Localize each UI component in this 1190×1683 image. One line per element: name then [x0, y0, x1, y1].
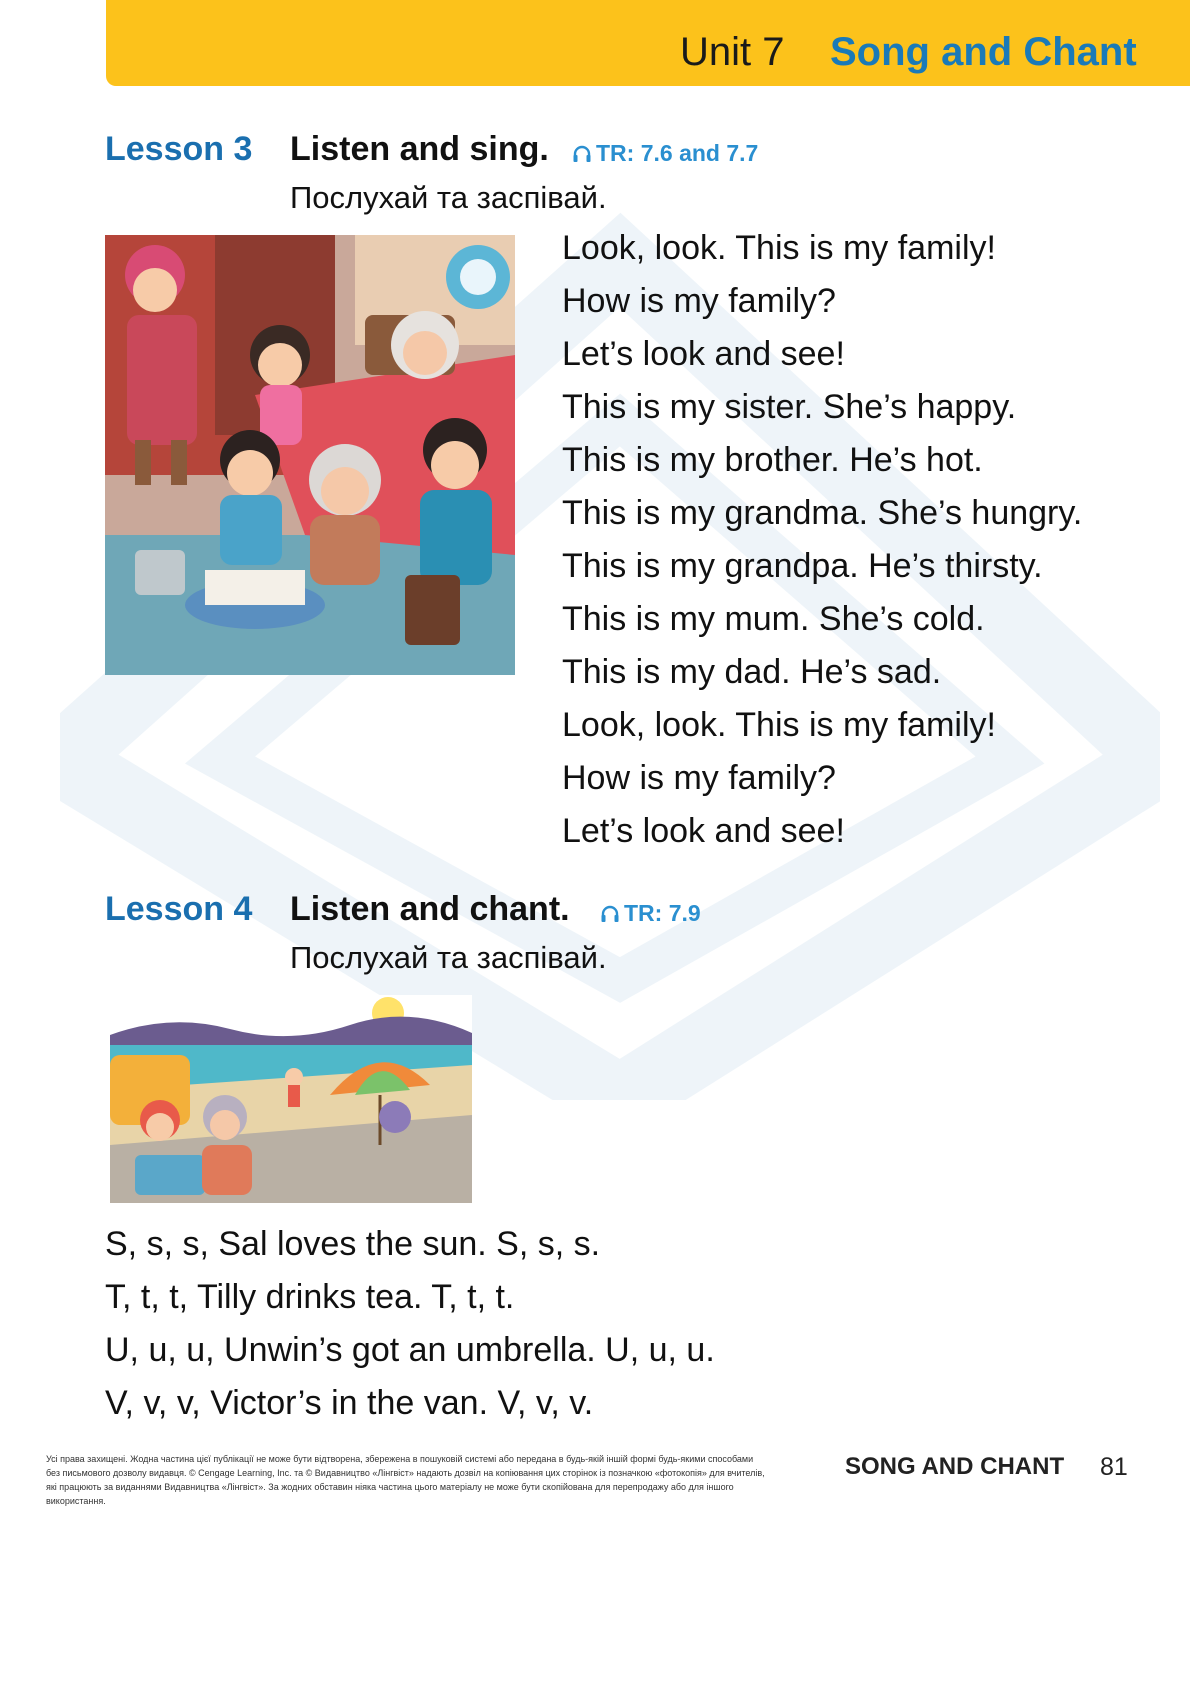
lyric-line: Look, look. This is my family!: [562, 229, 996, 267]
headphones-icon: [572, 144, 592, 164]
beach-illustration: [110, 995, 472, 1203]
lesson-3-instruction: Listen and sing.: [290, 130, 549, 168]
chant-line: U, u, u, Unwin’s got an umbrella. U, u, u.: [105, 1331, 715, 1369]
lesson-4-translation: Послухай та заспівай.: [290, 940, 607, 975]
family-illustration: [105, 235, 515, 675]
lesson-3-translation: Послухай та заспівай.: [290, 180, 607, 215]
lyric-line: This is my grandpa. He’s thirsty.: [562, 547, 1043, 585]
lesson-4-label: Lesson 4: [105, 890, 253, 928]
copyright-notice: Усі права захищені. Жодна частина цієї публікації не може бути відтворена, збережена в пошуковій системі або передана в будь-якій іншій формі будь-якими способами без письмового дозволу видавця. © Cengage Learning, Inc. та © Видавництво «Лінгвіст» надають дозвіл на копіювання цих сторінок із позначкою «фотокопія» для вчителів, які працюють за виданнями Видавництва «Лінгвіст». За жодних обставин ніяка частина цього матеріалу не може бути скопійована для перепродажу або для іншого використання.: [46, 1454, 765, 1506]
lyric-line: This is my sister. She’s happy.: [562, 388, 1017, 426]
lyric-line: This is my mum. She’s cold.: [562, 600, 985, 638]
lesson-4-track[interactable]: [600, 900, 701, 927]
lesson-4-instruction: Listen and chant.: [290, 890, 570, 928]
chant-line: T, t, t, Tilly drinks tea. T, t, t.: [105, 1278, 515, 1316]
footer-section-title: SONG AND CHANT: [845, 1453, 1065, 1480]
lesson-3-track-label: TR: 7.6 and 7.7: [596, 140, 759, 166]
page-title: Song and Chant: [830, 30, 1137, 74]
lyric-line: Look, look. This is my family!: [562, 706, 996, 744]
lesson-3-track[interactable]: [572, 140, 758, 167]
headphones-icon: [600, 904, 620, 924]
lyric-line: Let’s look and see!: [562, 335, 845, 373]
page-number: 81: [1100, 1453, 1128, 1481]
unit-label: Unit 7: [680, 30, 785, 74]
lyric-line: Let’s look and see!: [562, 812, 845, 850]
lesson-4-track-label: TR: 7.9: [624, 900, 701, 926]
lyric-line: How is my family?: [562, 759, 836, 797]
chant-line: V, v, v, Victor’s in the van. V, v, v.: [105, 1384, 594, 1422]
chant-line: S, s, s, Sal loves the sun. S, s, s.: [105, 1225, 601, 1263]
lesson-3-label: Lesson 3: [105, 130, 253, 168]
lyric-line: This is my brother. He’s hot.: [562, 441, 983, 479]
lyric-line: This is my grandma. She’s hungry.: [562, 494, 1083, 532]
song-lyrics: [562, 222, 1082, 858]
lyric-line: How is my family?: [562, 282, 836, 320]
chant-lines: [105, 1218, 715, 1430]
lyric-line: This is my dad. He’s sad.: [562, 653, 942, 691]
